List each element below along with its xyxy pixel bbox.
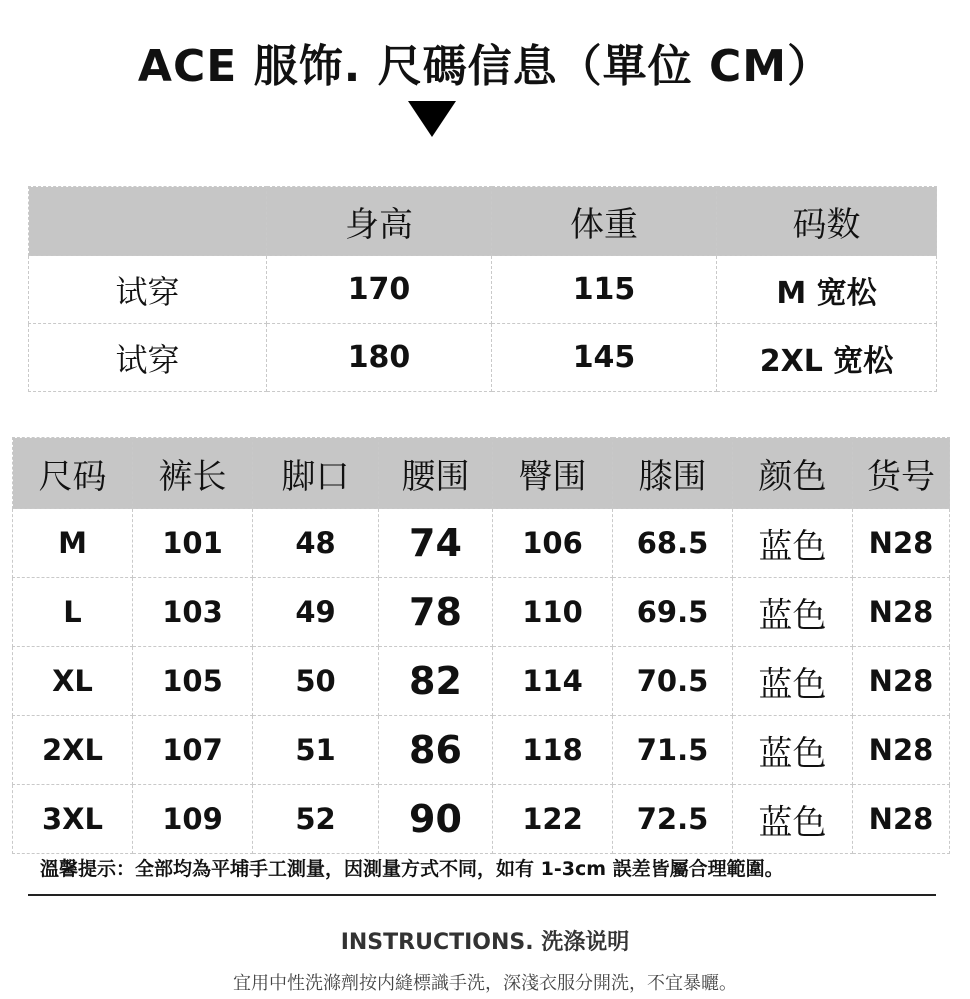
size-cell: N28: [853, 578, 950, 647]
fit-header-height: 身高: [267, 187, 492, 256]
size-cell: 68.5: [613, 509, 733, 578]
size-header-cell: 裤长: [133, 438, 253, 509]
size-cell: 71.5: [613, 716, 733, 785]
size-header-cell: 膝围: [613, 438, 733, 509]
size-cell: N28: [853, 716, 950, 785]
size-cell: 110: [493, 578, 613, 647]
size-header-cell: 腰围: [379, 438, 493, 509]
size-cell: 109: [133, 785, 253, 854]
size-table: [12, 437, 950, 854]
size-cell: 3XL: [13, 785, 133, 854]
size-cell: N28: [853, 785, 950, 854]
fit-cell: 试穿: [29, 324, 267, 392]
size-table-header: [13, 438, 950, 509]
size-cell: 蓝色: [733, 578, 853, 647]
size-cell: 122: [493, 785, 613, 854]
care-instructions: 宜用中性洗滌劑按内縫標識手洗，深淺衣服分開洗，不宜暴曬。: [233, 973, 737, 994]
size-cell: 106: [493, 509, 613, 578]
size-cell: 78: [379, 578, 493, 647]
instructions-title: INSTRUCTIONS. 洗涤说明: [340, 930, 630, 955]
size-header-cell: 臀围: [493, 438, 613, 509]
fit-cell: 2XL 宽松: [717, 324, 937, 392]
size-cell: 70.5: [613, 647, 733, 716]
size-cell: 2XL: [13, 716, 133, 785]
size-header-cell: 脚口: [253, 438, 379, 509]
divider: [28, 894, 936, 896]
size-cell: 74: [379, 509, 493, 578]
table-row: [13, 716, 950, 785]
fit-cell: 180: [267, 324, 492, 392]
measurement-tip: 溫馨提示：全部均為平埔手工測量，因測量方式不同，如有 1-3cm 誤差皆屬合理範圍。: [40, 858, 784, 880]
size-cell: N28: [853, 647, 950, 716]
fit-header-blank: [29, 187, 267, 256]
size-header-cell: 货号: [853, 438, 950, 509]
size-cell: 49: [253, 578, 379, 647]
fit-cell: 115: [492, 256, 717, 324]
size-cell: 蓝色: [733, 647, 853, 716]
fit-table-header: [29, 187, 937, 256]
size-cell: 90: [379, 785, 493, 854]
fit-header-size: 码数: [717, 187, 937, 256]
size-cell: 105: [133, 647, 253, 716]
size-header-cell: 尺码: [13, 438, 133, 509]
table-row: [13, 578, 950, 647]
size-cell: 103: [133, 578, 253, 647]
size-cell: 蓝色: [733, 716, 853, 785]
size-cell: XL: [13, 647, 133, 716]
size-cell: 72.5: [613, 785, 733, 854]
size-cell: 107: [133, 716, 253, 785]
size-cell: 114: [493, 647, 613, 716]
size-cell: M: [13, 509, 133, 578]
fit-cell: 145: [492, 324, 717, 392]
size-cell: 118: [493, 716, 613, 785]
size-cell: N28: [853, 509, 950, 578]
size-cell: L: [13, 578, 133, 647]
table-row: [13, 647, 950, 716]
table-row: [13, 785, 950, 854]
size-cell: 蓝色: [733, 785, 853, 854]
table-row: [29, 256, 937, 324]
fit-cell: M 宽松: [717, 256, 937, 324]
size-cell: 86: [379, 716, 493, 785]
fit-table: [28, 186, 937, 392]
size-cell: 蓝色: [733, 509, 853, 578]
size-header-cell: 颜色: [733, 438, 853, 509]
fit-cell: 170: [267, 256, 492, 324]
size-cell: 51: [253, 716, 379, 785]
page-title: ACE 服饰. 尺碼信息（單位 CM）: [137, 41, 833, 92]
size-cell: 82: [379, 647, 493, 716]
down-arrow-icon: [408, 101, 456, 137]
size-cell: 101: [133, 509, 253, 578]
fit-header-weight: 体重: [492, 187, 717, 256]
size-cell: 69.5: [613, 578, 733, 647]
size-cell: 48: [253, 509, 379, 578]
fit-cell: 试穿: [29, 256, 267, 324]
size-cell: 52: [253, 785, 379, 854]
table-row: [13, 509, 950, 578]
size-cell: 50: [253, 647, 379, 716]
table-row: [29, 324, 937, 392]
